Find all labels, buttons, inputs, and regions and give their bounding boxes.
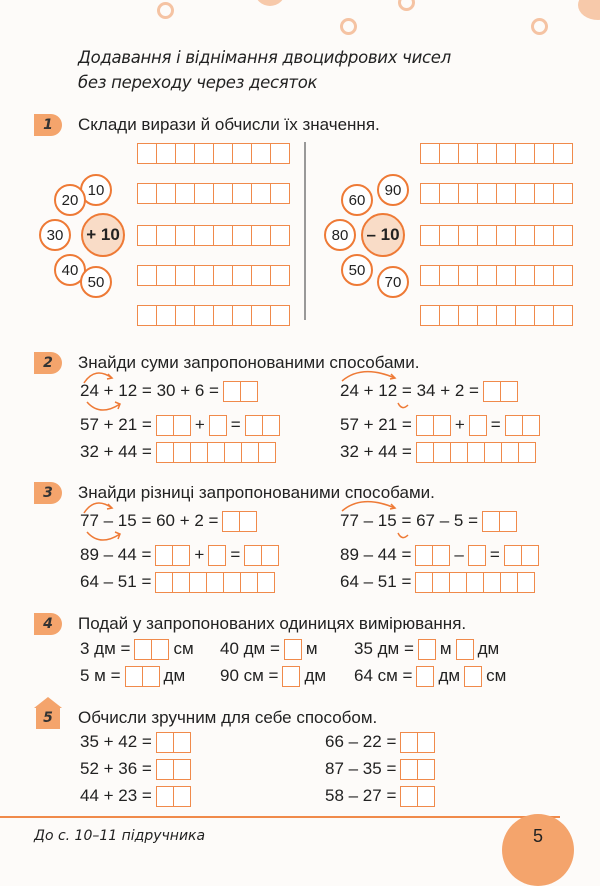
arrow-icon xyxy=(342,502,395,511)
page-title-line1: Додавання і віднімання двоцифрових чисел xyxy=(78,48,451,67)
flower-petal-number: 70 xyxy=(377,266,409,298)
flower-petal-number: 20 xyxy=(54,184,86,216)
exercise-4-badge: 4 xyxy=(34,613,62,635)
arrow-icon xyxy=(342,372,395,381)
page-title-line2: без переходу через десяток xyxy=(78,73,318,92)
exercise-1-badge: 1 xyxy=(34,114,62,136)
expression-text: 87 – 35 = xyxy=(325,759,397,778)
operation-label: + 10 xyxy=(86,225,120,244)
expression-text: м xyxy=(305,639,318,658)
expression-text: 57 + 21 = xyxy=(80,415,152,434)
expression-text: 24 + 12 = 34 + 2 = xyxy=(340,381,479,400)
expression-text: 64 – 51 = xyxy=(80,572,152,591)
flower-petal-number: 60 xyxy=(341,184,373,216)
flower-petal-number: 50 xyxy=(341,254,373,286)
expression-text: 35 дм = xyxy=(354,639,414,658)
exercise-4-instruction: Подай у запропонованих одиницях вимірювання. xyxy=(78,614,467,633)
expression-text: 3 дм = xyxy=(80,639,131,658)
exercise-3-badge: 3 xyxy=(34,482,62,504)
textbook-reference: До с. 10–11 підручника xyxy=(34,828,206,844)
expression-text: 58 – 27 = xyxy=(325,786,397,805)
expression-text: + xyxy=(454,415,465,434)
expression-text: – xyxy=(454,545,464,564)
page-number: 5 xyxy=(502,814,574,886)
exercise-3-instruction: Знайди різниці запропонованими способами. xyxy=(78,483,435,502)
expression-text: 64 – 51 = xyxy=(340,572,412,591)
arrow-icon xyxy=(87,532,120,540)
expression-text: дм xyxy=(438,666,461,685)
expression-text: = xyxy=(489,545,500,564)
expression-text: 5 м = xyxy=(80,666,121,685)
expression-text: 35 + 42 = xyxy=(80,732,152,751)
expression-text: + xyxy=(194,415,205,434)
expression-text: 44 + 23 = xyxy=(80,786,152,805)
expression-text: м xyxy=(439,639,452,658)
expression-text: 77 – 15 = 67 – 5 = xyxy=(340,511,479,530)
expression-text: 90 см = xyxy=(220,666,279,685)
flower-petal-number: 90 xyxy=(377,174,409,206)
arrow-icon xyxy=(398,403,408,408)
expression-text: см xyxy=(486,666,507,685)
operation-label: – 10 xyxy=(366,225,400,244)
expression-text: 24 + 12 = 30 + 6 = xyxy=(80,381,219,400)
expression-text: дм xyxy=(477,639,500,658)
exercise-1-instruction: Склади вирази й обчисли їх значення. xyxy=(78,115,380,134)
arrow-icon xyxy=(398,533,408,538)
expression-text: + xyxy=(194,545,205,564)
flower-petal-number: 80 xyxy=(324,219,356,251)
expression-text: = xyxy=(230,415,241,434)
exercise-2-badge: 2 xyxy=(34,352,62,374)
flower-petal-number: 50 xyxy=(80,266,112,298)
exercise-5-instruction: Обчисли зручним для себе способом. xyxy=(78,708,378,727)
expression-text: 66 – 22 = xyxy=(325,732,397,751)
expression-text: 89 – 44 = xyxy=(80,545,152,564)
expression-text: 52 + 36 = xyxy=(80,759,152,778)
expression-text: 57 + 21 = xyxy=(340,415,412,434)
expression-text: 77 – 15 = 60 + 2 = xyxy=(80,511,219,530)
footer-divider xyxy=(0,816,560,818)
expression-text: 32 + 44 = xyxy=(340,442,412,461)
expression-text: 89 – 44 = xyxy=(340,545,412,564)
expression-text: = xyxy=(490,415,501,434)
flower-petal-number: 40 xyxy=(54,254,86,286)
exercise-2-instruction: Знайди суми запропонованими способами. xyxy=(78,353,420,372)
expression-text: см xyxy=(173,639,194,658)
expression-text: = xyxy=(230,545,241,564)
expression-text: 32 + 44 = xyxy=(80,442,152,461)
expression-text: дм xyxy=(163,666,186,685)
exercise-5-homework-badge: 5 xyxy=(36,707,60,729)
expression-text: 64 см = xyxy=(354,666,413,685)
flower-petal-number: 10 xyxy=(80,174,112,206)
flower-petal-number: 30 xyxy=(39,219,71,251)
arrow-icon xyxy=(87,402,120,410)
expression-text: 40 дм = xyxy=(220,639,280,658)
expression-text: дм xyxy=(304,666,327,685)
